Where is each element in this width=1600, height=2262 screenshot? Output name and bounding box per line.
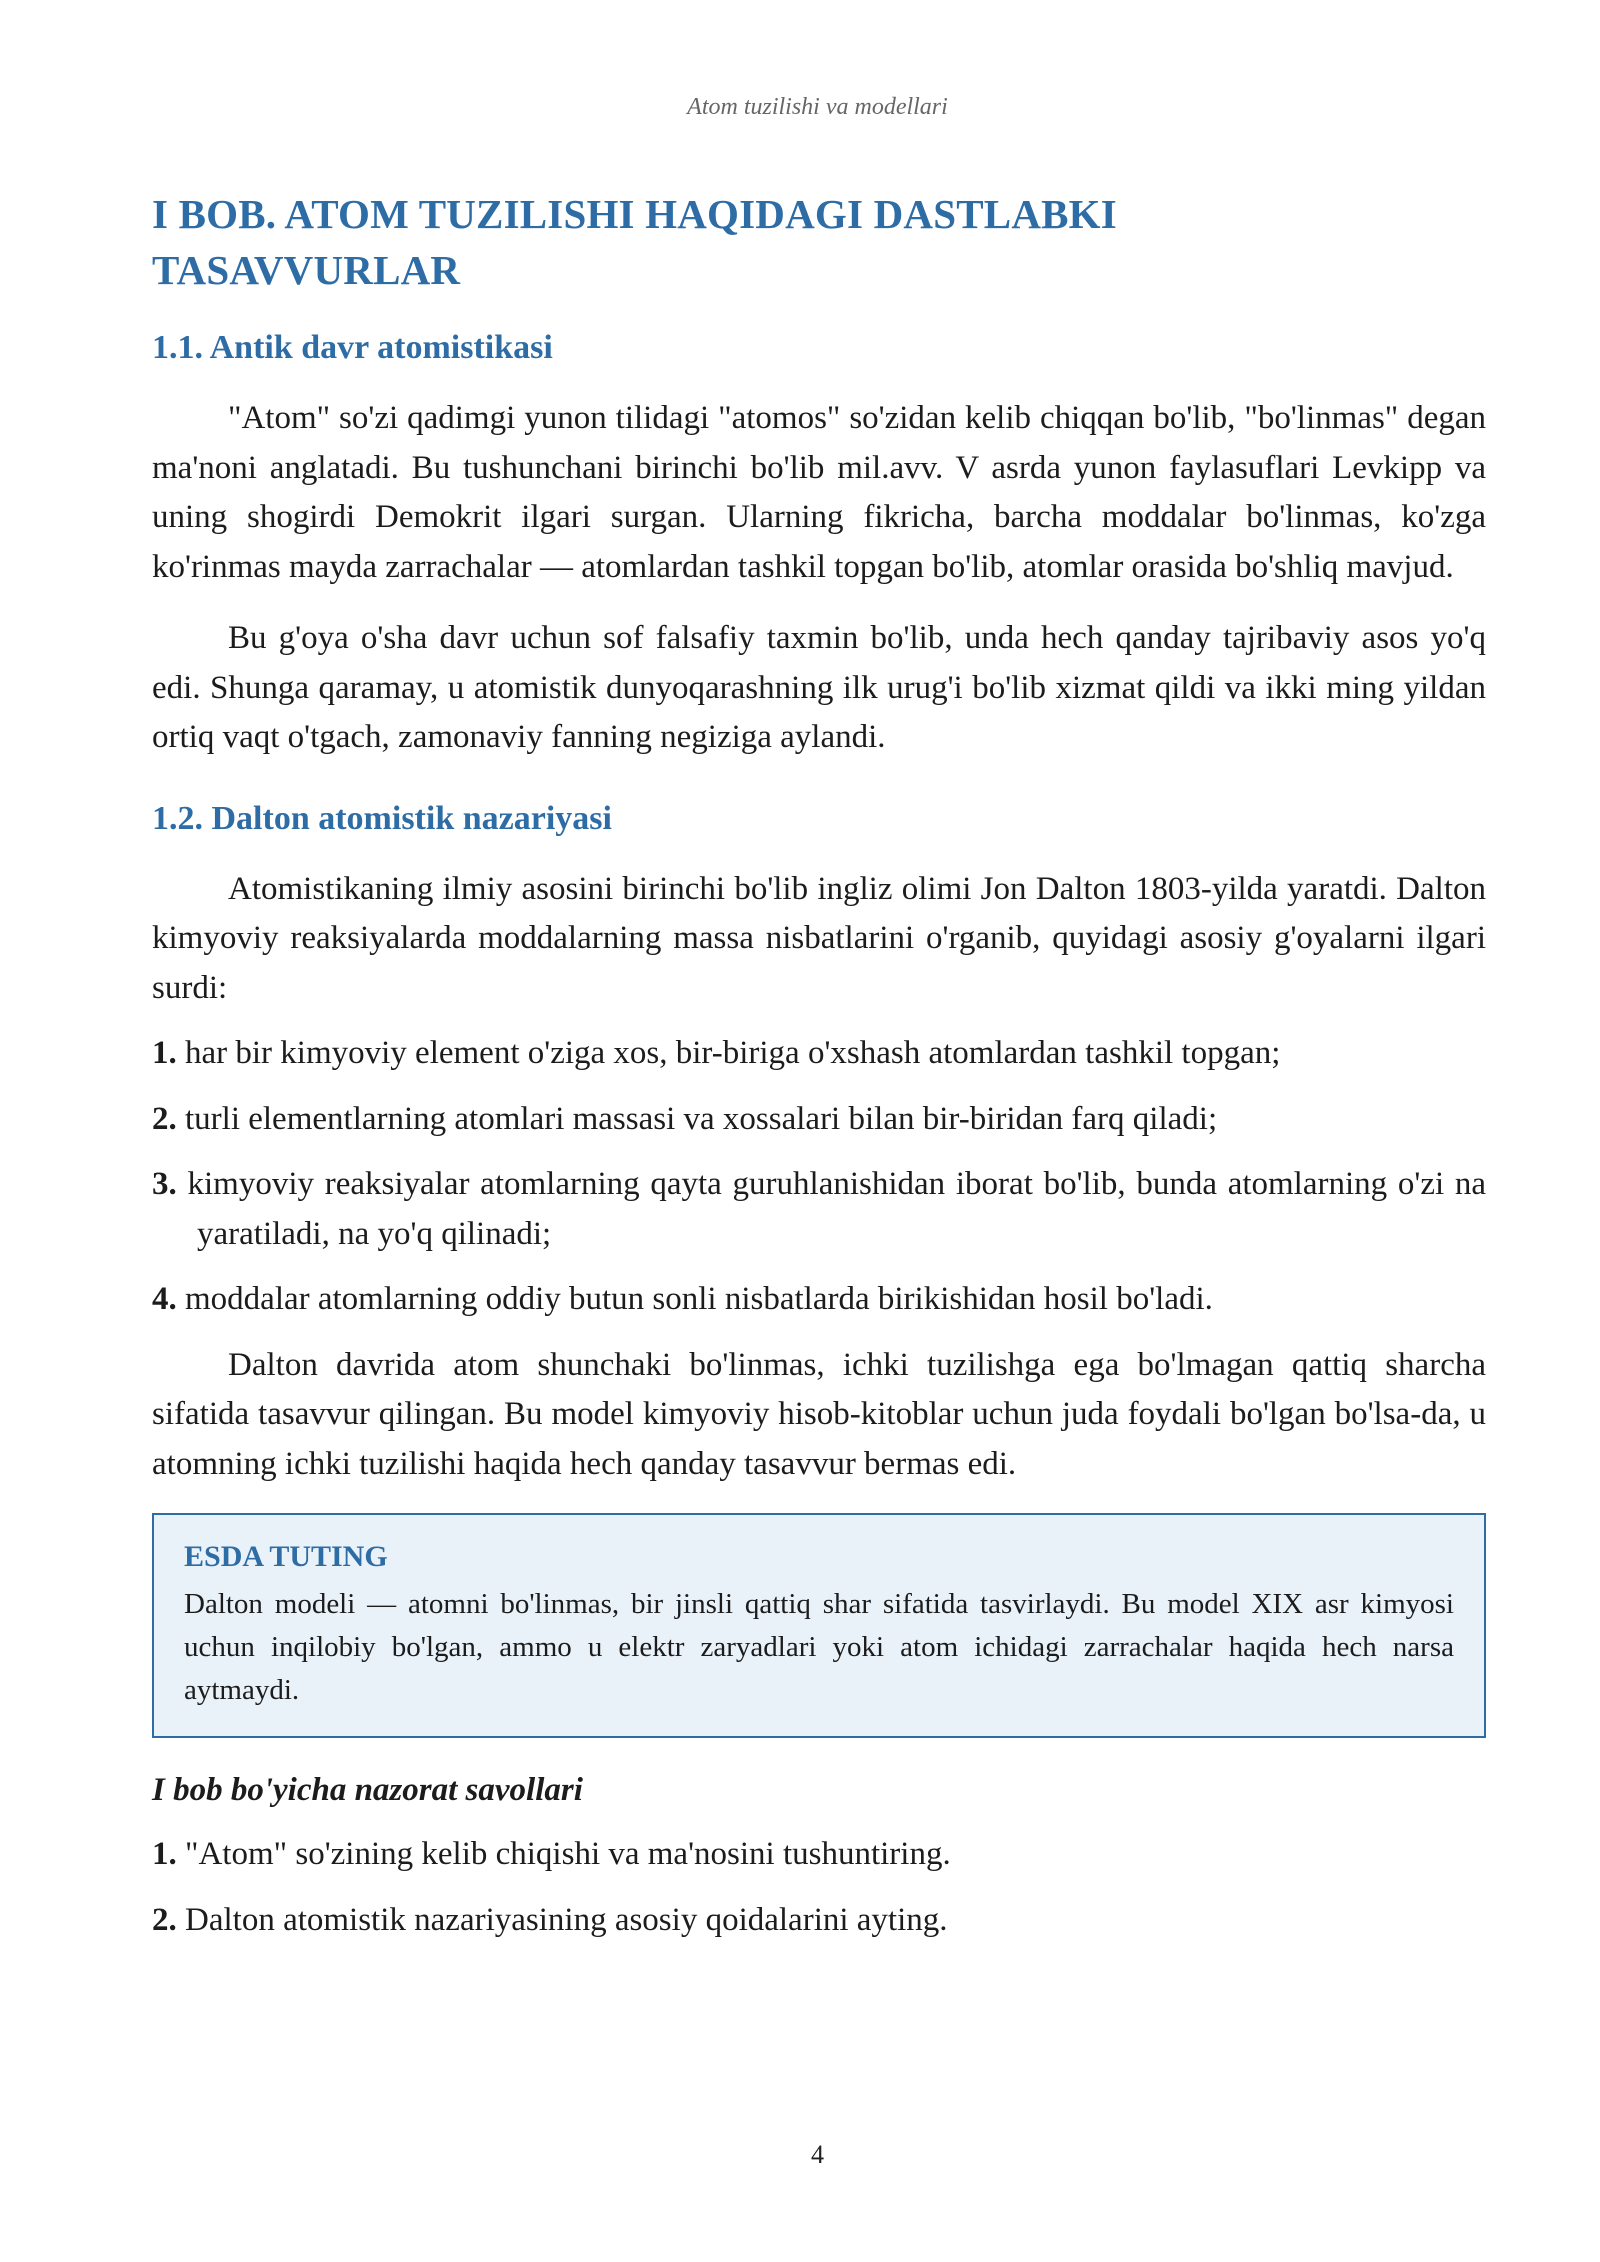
list-item-number: 1. <box>152 1035 177 1071</box>
list-item-text: kimyoviy reaksiyalar atomlarning qayta guruhlanishidan iborat bo'lib, bunda atomlarning o'zi na yaratiladi, na yo'q qilinadi; <box>187 1166 1487 1252</box>
page-number: 4 <box>811 2140 824 2169</box>
review-questions-list <box>152 1830 1486 1945</box>
list-item <box>152 1160 1486 1259</box>
paragraph: Atomistikaning ilmiy asosini birinchi bo'lib ingliz olimi Jon Dalton 1803-yilda yaratdi. Dalton kimyoviy reaksiyalarda moddalarning massa nisbatlarini o'rganib, quyidagi asosiy g'oyalarni ilgari surdi: <box>152 870 1486 1006</box>
list-item-text: turli elementlarning atomlari massasi va xossalari bilan bir-biridan farq qiladi; <box>185 1100 1218 1137</box>
paragraph: Bu g'oya o'sha davr uchun sof falsafiy taxmin bo'lib, unda hech qanday tajribaviy asos yo'q edi. Shunga qaramay, u atomistik dunyoqarashning ilk urug'i bo'lib xizmat qildi va ikki ming yildan ortiq vaqt o'tgach, zamonaviy fanning negiziga aylandi. <box>152 620 1486 755</box>
list-item <box>152 1275 1486 1325</box>
list-item-number: 2. <box>152 1901 177 1938</box>
section-heading-1-2: 1.2. Dalton atomistik nazariyasi <box>152 799 612 837</box>
review-questions-heading: I bob bo'yicha nazorat savollari <box>152 1772 583 1808</box>
page-content <box>152 186 1486 1945</box>
list-item <box>152 1896 1486 1946</box>
paragraph: "Atom" so'zi qadimgi yunon tilidagi "atomos" so'zidan kelib chiqqan bo'lib, "bo'linmas" degan ma'noni anglatadi. Bu tushunchani birinchi bo'lib mil.avv. V asrda yunon faylasuflari Levkipp va uning shogirdi Demokrit ilgari surgan. Ularning fikricha, barcha moddalar bo'linmas, ko'zga ko'rinmas mayda zarrachalar — atomlardan tashkil topgan bo'lib, atomlar orasida bo'shliq mavjud. <box>152 400 1486 585</box>
list-item-text: Dalton atomistik nazariyasining asosiy qoidalarini ayting. <box>185 1901 948 1938</box>
list-item <box>152 1029 1486 1079</box>
list-item-text: "Atom" so'zining kelib chiqishi va ma'nosini tushuntiring. <box>185 1836 951 1872</box>
list-item <box>152 1830 1486 1880</box>
paragraph: Dalton davrida atom shunchaki bo'linmas, ichki tuzilishga ega bo'lmagan qattiq sharcha sifatida tasavvur qilingan. Bu model kimyoviy hisob-kitoblar uchun juda foydali bo'lgan bo'lsa-da, u atomning ichki tuzilishi haqida hech qanday tasavvur bermas edi. <box>152 1346 1486 1482</box>
dalton-postulates-list <box>152 1029 1486 1325</box>
remember-note-box <box>152 1513 1486 1738</box>
note-text: Dalton modeli — atomni bo'linmas, bir jinsli qattiq shar sifatida tasvirlaydi. Bu model XIX asr kimyosi uchun inqilobiy bo'lgan, ammo u elektr zaryadlari yoki atom ichidagi zarrachalar haqida hech narsa aytmaydi. <box>184 1588 1454 1706</box>
list-item <box>152 1095 1486 1145</box>
chapter-title <box>152 186 1486 298</box>
note-title: ESDA TUTING <box>184 1540 388 1573</box>
list-item-text: moddalar atomlarning oddiy butun sonli nisbatlarda birikishidan hosil bo'ladi. <box>185 1281 1213 1317</box>
list-item-text: har bir kimyoviy element o'ziga xos, bir-biriga o'xshash atomlardan tashkil topgan; <box>185 1035 1281 1071</box>
section-heading-1-1: 1.1. Antik davr atomistikasi <box>152 329 553 366</box>
list-item-number: 2. <box>152 1100 177 1137</box>
list-item-number: 4. <box>152 1281 177 1317</box>
list-item-number: 1. <box>152 1836 177 1872</box>
list-item-number: 3. <box>152 1166 177 1202</box>
running-head: Atom tuzilishi va modellari <box>687 94 948 120</box>
chapter-title-line1: I BOB. ATOM TUZILISHI HAQIDAGI DASTLABKI <box>152 191 1117 237</box>
chapter-title-line2: TASAVVURLAR <box>152 247 461 293</box>
